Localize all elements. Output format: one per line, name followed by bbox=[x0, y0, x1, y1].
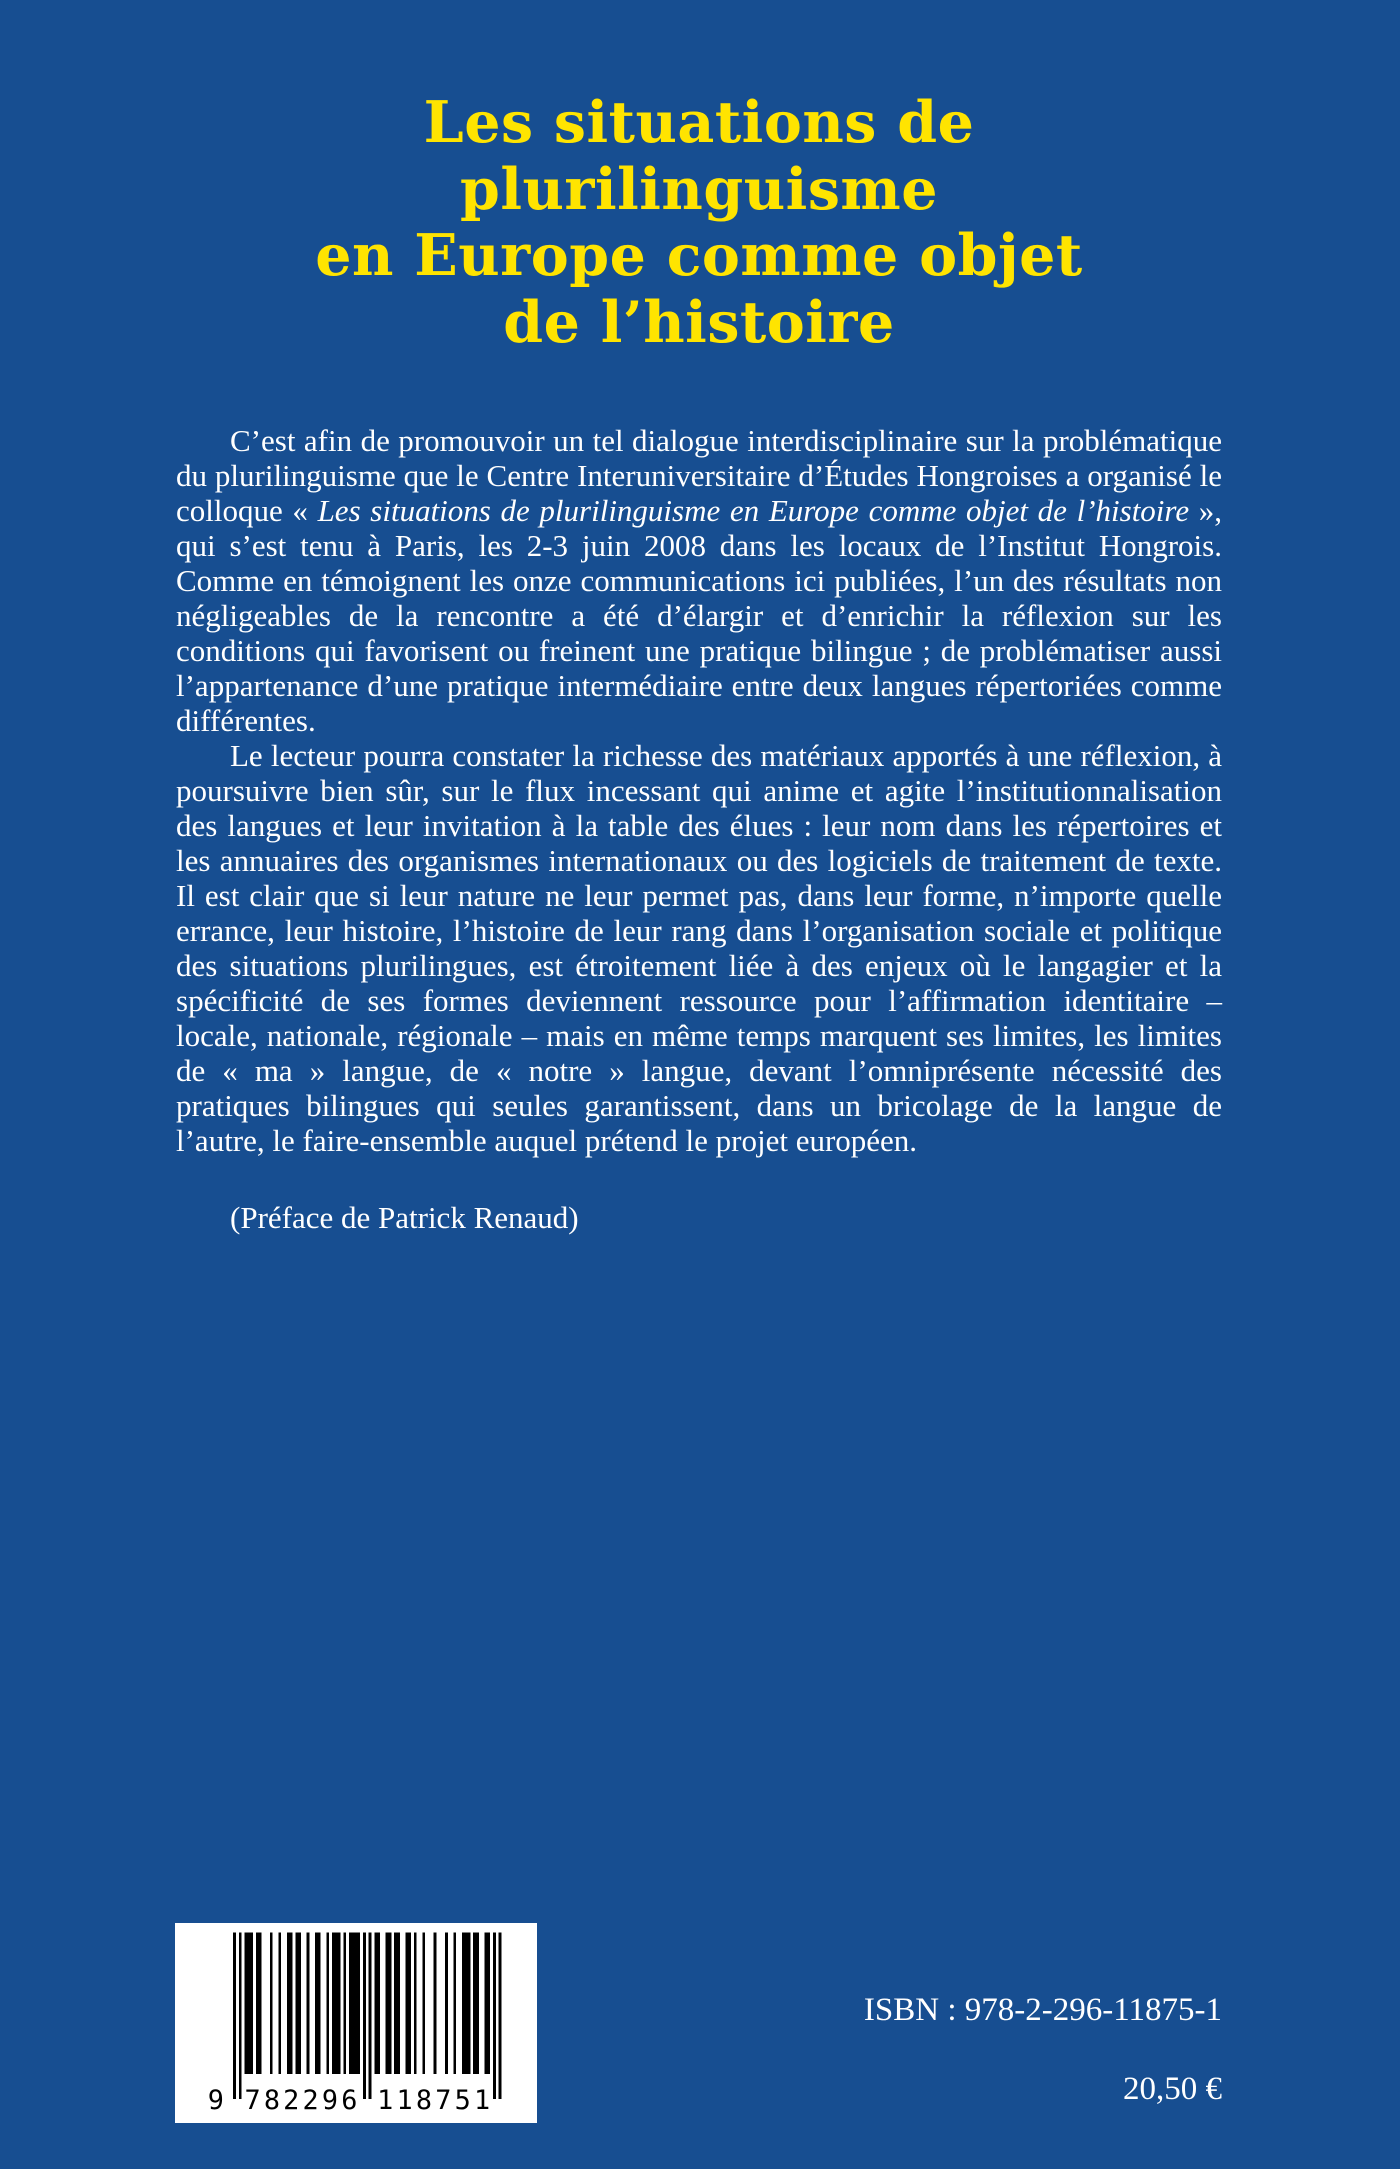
svg-text:782296: 782296 bbox=[244, 2085, 358, 2117]
book-title-line-1: Les situations de plurilinguisme bbox=[423, 89, 975, 223]
blurb-paragraph-2: Le lecteur pourra constater la richesse des matériaux apportés à une réflexion, à poursuivre bien sûr, sur le flux incessant qui anime et agite l’institutionnalisation des langues et leur invitation à la table des élues : leur nom dans les répertoires et les annuaires des organismes internationaux ou des logiciels de traitement de texte. Il est clair que si leur nature ne leur permet pas, dans leur forme, n’importe quelle errance, leur histoire, l’histoire de leur rang dans l’organisation sociale et politique des situations plurilingues, est étroitement liée à des enjeux où le langagier et la spécificité de ses formes deviennent ressource pour l’affirmation identitaire – locale, nationale, régionale – mais en même temps marquent ses limites, les limites de « ma » langue, de « notre » langue, devant l’omniprésente nécessité des pratiques bilingues qui seules garantissent, dans un bricolage de la langue de l’autre, le faire-ensemble auquel prétend le projet européen. bbox=[176, 737, 1222, 1158]
blurb-paragraph-1 bbox=[176, 423, 1222, 738]
cover-content bbox=[176, 90, 1222, 1235]
price-text: 20,50 € bbox=[1123, 2070, 1222, 2107]
preface-credit: (Préface de Patrick Renaud) bbox=[230, 1199, 579, 1235]
paragraph1-italic-title: Les situations de plurilinguisme en Europe comme objet de l’histoire bbox=[317, 492, 1190, 528]
paragraph1-text-before: C’est afin de promouvoir un tel dialogue interdisciplinaire sur la problématique du plurilinguisme que le Centre Interuniversitaire d’Études Hongroises a organisé le colloque « bbox=[176, 422, 1222, 528]
barcode-bars bbox=[191, 1927, 521, 2119]
isbn-block bbox=[864, 1992, 1222, 2107]
book-title-line-2: en Europe comme objet bbox=[315, 222, 1083, 290]
svg-text:9: 9 bbox=[207, 2085, 224, 2117]
book-title bbox=[176, 90, 1222, 357]
paragraph1-text-after: », qui s’est tenu à Paris, les 2-3 juin 2008 dans les locaux de l’Institut Hongrois. Comme en témoignent les onze communications ici publiées, l’un des résultats non négligeables de la rencontre a été d’élargir et d’enrichir la réflexion sur les conditions qui favorisent ou freinent une pratique bilingue ; de problématiser aussi l’appartenance d’une pratique intermédiaire entre deux langues répertoriées comme différentes. bbox=[176, 492, 1222, 738]
barcode bbox=[175, 1923, 537, 2123]
svg-text:118751: 118751 bbox=[377, 2085, 491, 2117]
book-title-line-3: de l’histoire bbox=[503, 289, 895, 357]
isbn-text: ISBN : 978-2-296-11875-1 bbox=[863, 1992, 1222, 2029]
